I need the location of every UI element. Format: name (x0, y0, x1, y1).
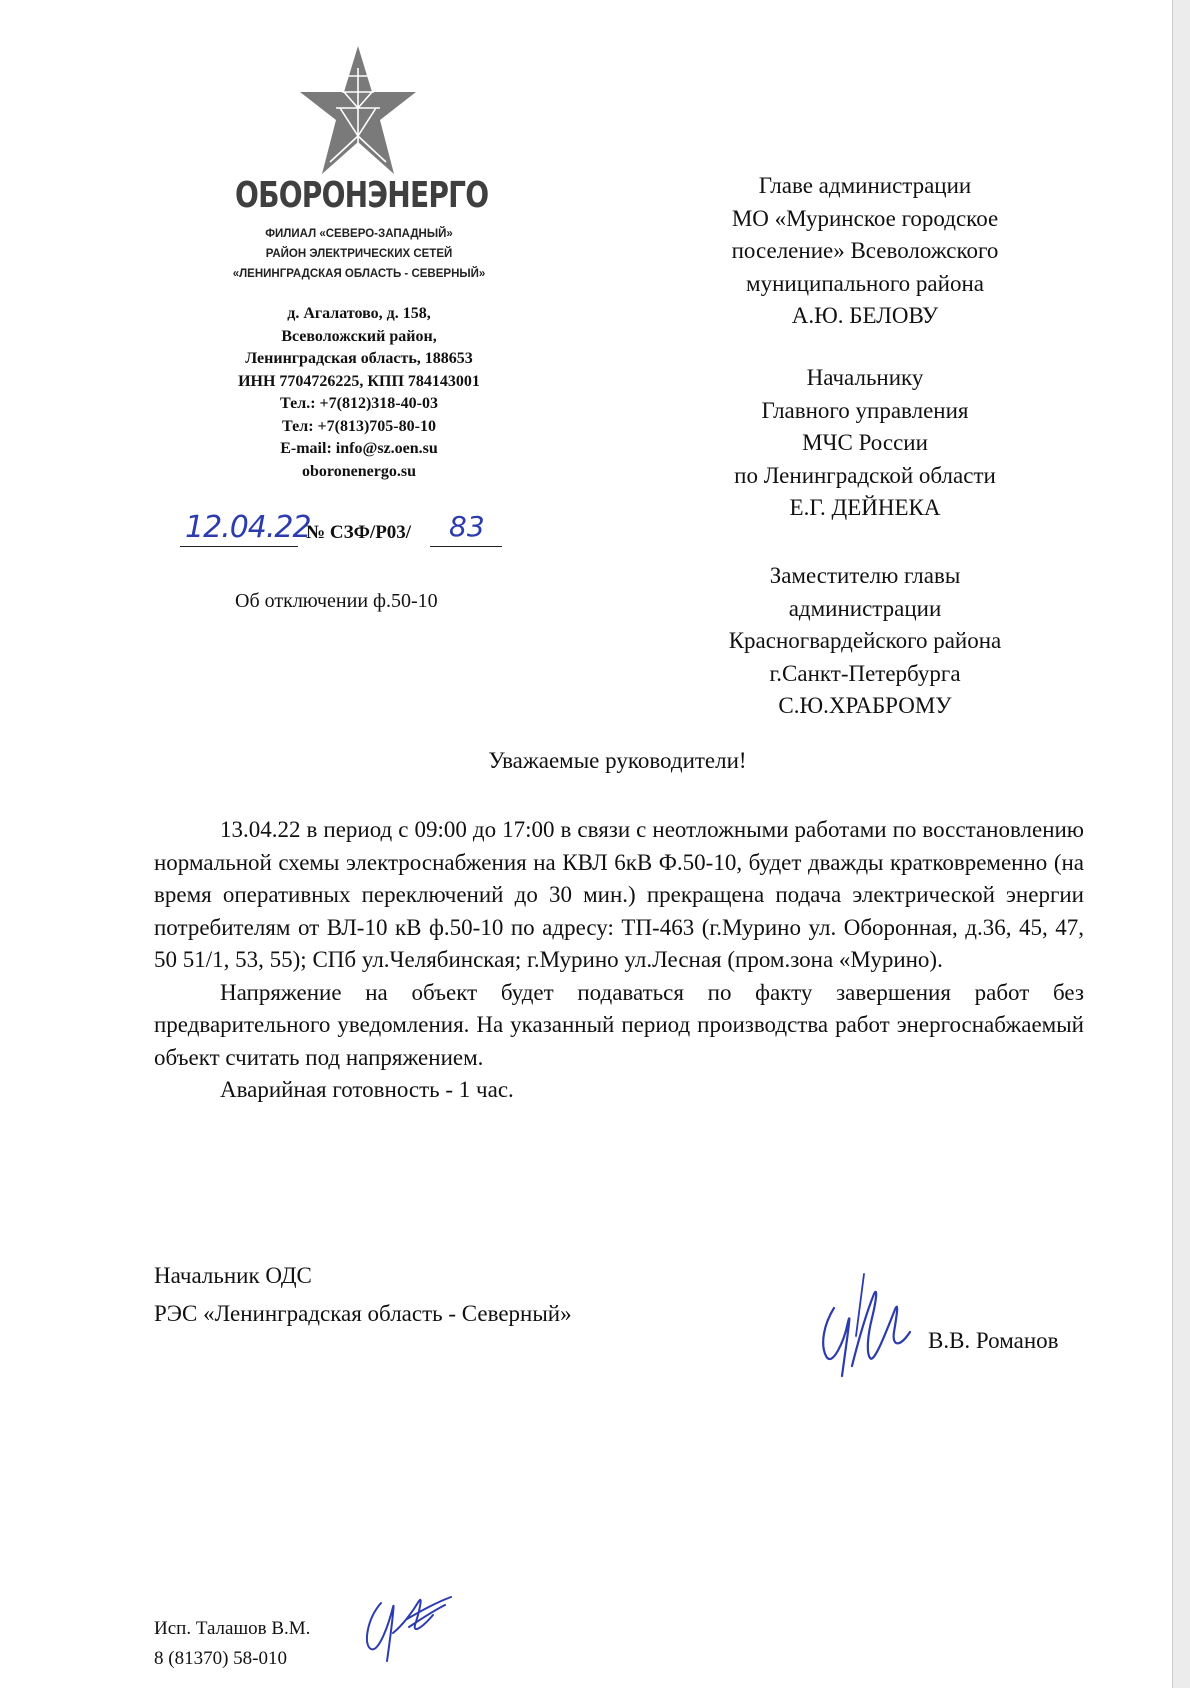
recipient-line: муниципального района (746, 270, 984, 296)
address-line: Тел.: +7(812)318-40-03 (280, 395, 438, 412)
signer-name: В.В. Романов (928, 1328, 1059, 1353)
branch-line: РАЙОН ЭЛЕКТРИЧЕСКИХ СЕТЕЙ (265, 248, 453, 260)
position-line: РЭС «Ленинградская область - Северный» (154, 1301, 572, 1326)
executor-name: Исп. Талашов В.М. (154, 1618, 311, 1639)
recipient-block (660, 362, 1070, 525)
handwritten-date: 12.04.22 (185, 510, 311, 545)
letter-subject: Об отключении ф.50-10 (235, 590, 438, 612)
recipient-block (660, 560, 1070, 723)
signature-image (812, 1272, 922, 1382)
executor-signature-image (363, 1589, 453, 1663)
recipient-line: по Ленинградской области (734, 462, 996, 488)
body-paragraph: Аварийная готовность - 1 час. (220, 1077, 514, 1102)
address-line: Всеволожский район, (281, 327, 437, 345)
recipient-line: С.Ю.ХРАБРОМУ (778, 693, 952, 718)
handwritten-number: 83 (449, 510, 485, 543)
recipient-line: администрации (788, 595, 942, 621)
position-line: Начальник ОДС (154, 1263, 312, 1288)
branch-line: «ЛЕНИНГРАДСКАЯ ОБЛАСТЬ - СЕВЕРНЫЙ» (232, 268, 486, 280)
outgoing-number (180, 510, 550, 546)
recipient-block (660, 170, 1070, 333)
signature-position (154, 1257, 572, 1333)
greeting: Уважаемые руководители! (488, 748, 747, 773)
address-line: д. Агалатово, д. 158, (287, 305, 431, 322)
number-label: № СЗФ/Р03/ (306, 522, 412, 543)
star-icon (300, 46, 416, 176)
address-line: E-mail: info@sz.oen.su (280, 440, 438, 457)
recipient-line: Главного управления (761, 397, 969, 423)
body-paragraph: Напряжение на объект будет подаваться по факту завершения работ без предварительного уведомления. На указанный период производства работ энергоснабжаемый объект считать под напряжением. (154, 979, 1084, 1070)
executor-phone: 8 (81370) 58-010 (154, 1648, 287, 1669)
executor-info (154, 1614, 310, 1674)
recipient-line: поселение» Всеволожского (731, 238, 999, 263)
address-line: oboronenergo.su (302, 462, 416, 480)
brand-name: ОБОРОНЭНЕРГО (234, 175, 489, 216)
body-paragraph: 13.04.22 в период с 09:00 до 17:00 в связи с неотложными работами по восстановлению нормальной схемы электроснабжения на КВЛ 6кВ Ф.50-10, будет дважды кратковременно (на время оперативных переключений до 30 мин.) прекращена подача электрической энергии потребителям от ВЛ-10 кВ ф.50-10 по адресу: ТП-463 (г.Мурино ул. Оборонная, д.36, 45, 47, 50 51/1, 53, 55); СПб ул.Челябинская; г.Мурино ул.Лесная (пром.зона «Мурино). (154, 817, 1084, 972)
date-underline (180, 546, 298, 547)
address-line: ИНН 7704726225, КПП 784143001 (238, 372, 480, 390)
recipient-line: Красногвардейского района (728, 628, 1002, 653)
recipient-line: МО «Муринское городское (731, 205, 999, 231)
recipient-line: МЧС России (802, 430, 928, 455)
recipient-line: Начальнику (806, 365, 924, 390)
number-underline (430, 546, 502, 547)
letter-body (154, 814, 1084, 1107)
recipient-line: А.Ю. БЕЛОВУ (791, 303, 939, 328)
sender-address (180, 303, 538, 483)
recipient-line: Заместителю главы (769, 563, 961, 588)
recipient-line: Е.Г. ДЕЙНЕКА (789, 495, 941, 520)
recipient-line: г.Санкт-Петербурга (769, 660, 961, 686)
address-line: Тел: +7(813)705-80-10 (282, 417, 436, 435)
recipient-line: Главе администрации (758, 173, 972, 198)
branch-info (180, 224, 538, 284)
branch-line: ФИЛИАЛ «СЕВЕРО-ЗАПАДНЫЙ» (265, 228, 453, 240)
address-line: Ленинградская область, 188653 (245, 350, 473, 367)
